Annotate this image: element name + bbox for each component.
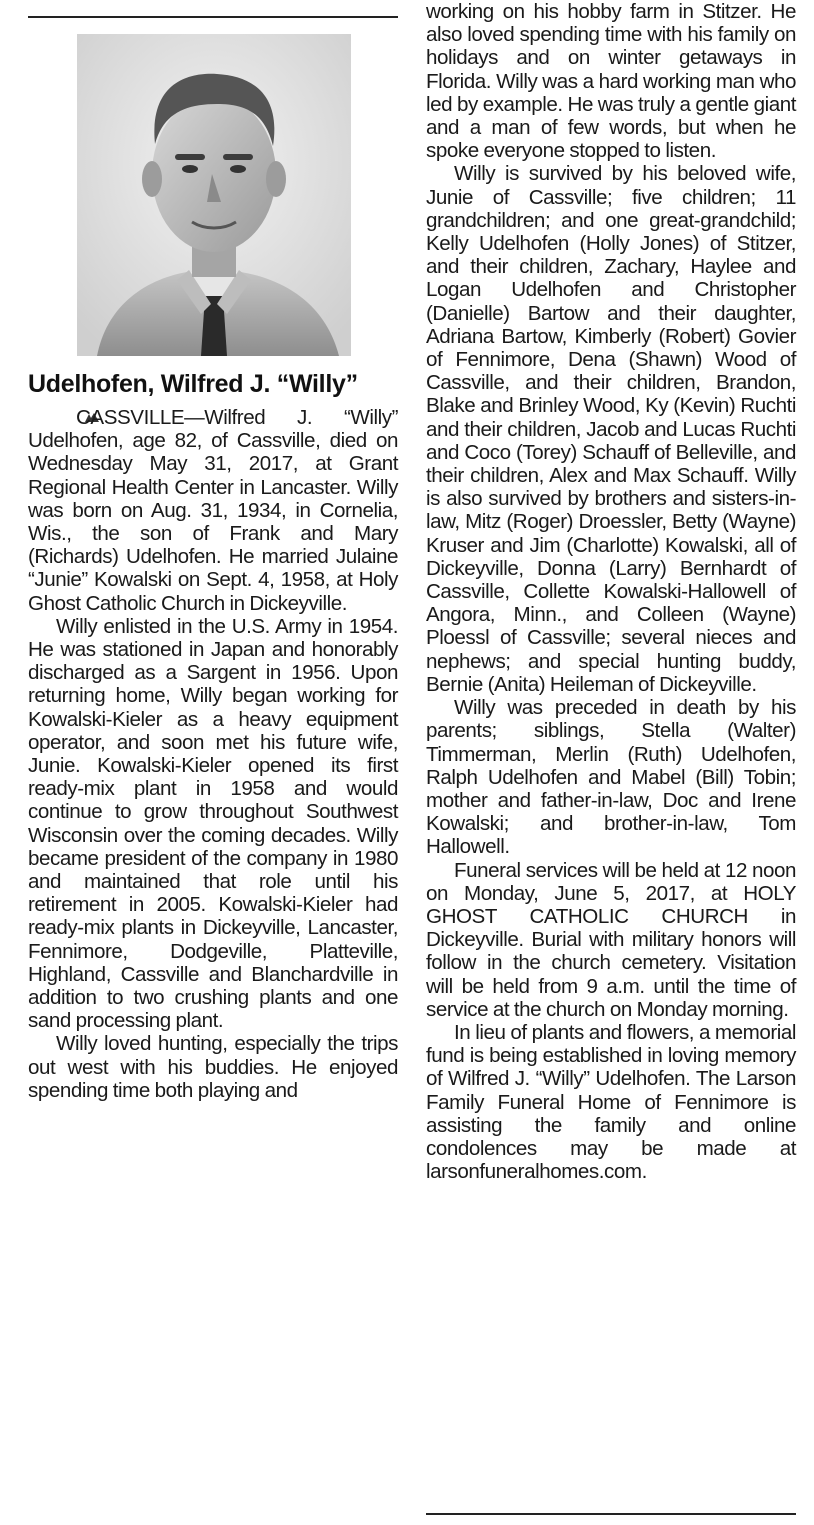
obituary-paragraph-1: CASSVILLE—Wilfred J. “Willy” Udelhofen, age 82, of Cassville, died on Wednesday May 31, 2017, at Grant Regional Health Center in Lancaster. Willy was born on Aug. 31, 1934, in Cornelia, Wis., the son of Frank and Mary (Richards) Udelhofen. He married Julaine “Junie” Kowalski on Sept. 4, 1958, at Holy Ghost Catholic Church in Dickeyville.	[28, 406, 398, 615]
top-rule-left	[28, 16, 398, 18]
obituary-paragraph-7: In lieu of plants and flowers, a memorial fund is being established in loving memory of Wilfred J. “Willy” Udelhofen. The Larson Family Funeral Home of Fennimore is assisting the family and online condolences may be made at larsonfuneralhomes.com.	[426, 1020, 796, 1184]
obituary-paragraph-3-end: working on his hobby farm in Stitzer. He also loved spending time with his family on holidays and on winter getaways in Florida. Willy was a hard working man who led by example. He was truly a gentle giant and a man of few words, but when he spoke everyone stopped to listen.	[426, 0, 796, 163]
portrait-photo	[77, 34, 351, 356]
obituary-paragraph-5: Willy was preceded in death by his parents; siblings, Stella (Walter) Timmerman, Merlin (Ruth) Udelhofen, Ralph Udelhofen and Mabel (Bill) Tobin; mother and father-in-law, Doc and Irene Kowalski; and brother-in-law, Tom Hallowell.	[426, 696, 796, 859]
portrait-illustration	[77, 34, 351, 356]
obituary-paragraph-4: Willy is survived by his beloved wife, Junie of Cassville; five children; 11 grandchildren; and one great-grandchild; Kelly Udelhofen (Holly Jones) of Stitzer, and their children, Zachary, Haylee and Logan Udelhofen and Christopher (Danielle) Bartow and their daughter, Adriana Bartow, Kimberly (Robert) Govier of Fennimore, Dena (Shawn) Wood of Cassville, and their children, Brandon, Blake and Brinley Wood, Ky (Kevin) Ruchti and their children, Jacob and Lucas Ruchti and Coco (Torey) Schauff of Belleville, and their children, Alex and Max Schauff. Willy is also survived by brothers and sisters-in-law, Mitz (Roger) Droessler, Betty (Wayne) Kruser and Jim (Charlotte) Kowalski, all of Dickeyville, Donna (Larry) Bernhardt of Cassville, Collette Kowalski-Hallowell of Angora, Minn., and Colleen (Wayne) Ploessl of Cassville; several nieces and nephews; and special hunting buddy, Bernie (Anita) Heileman of Dickeyville.	[426, 162, 796, 696]
obituary-paragraph-2: Willy enlisted in the U.S. Army in 1954. He was stationed in Japan and honorably discharged as a Sargent in 1956. Upon returning home, Willy began working for Kowalski-Kieler as a heavy equipment operator, and soon met his future wife, Junie. Kowalski-Kieler opened its first ready-mix plant in 1958 and would continue to grow throughout Southwest Wisconsin over the coming decades. Willy became president of the company in 1980 and maintained that role until his retirement in 2005. Kowalski-Kieler had ready-mix plants in Dickeyville, Lancaster, Fennimore, Dodgeville, Platteville, Highland, Cassville and Blanchardville in addition to two crushing plants and one sand processing plant.	[28, 614, 398, 1033]
newspaper-dateline-icon	[56, 406, 76, 429]
column-right	[426, 0, 796, 1183]
column-left	[28, 406, 398, 1102]
bottom-rule-right	[426, 1513, 796, 1515]
obituary-paragraph-3-start: Willy loved hunting, especially the trips out west with his buddies. He enjoyed spending time both playing and	[28, 1032, 398, 1102]
obituary-headline: Udelhofen, Wilfred J. “Willy”	[28, 370, 358, 398]
obituary-paragraph-6: Funeral services will be held at 12 noon on Monday, June 5, 2017, at HOLY GHOST CATHOLIC CHURCH in Dickeyville. Burial with military honors will follow in the church cemetery. Visitation will be held from 9 a.m. until the time of service at the church on Monday morning.	[426, 858, 796, 1021]
